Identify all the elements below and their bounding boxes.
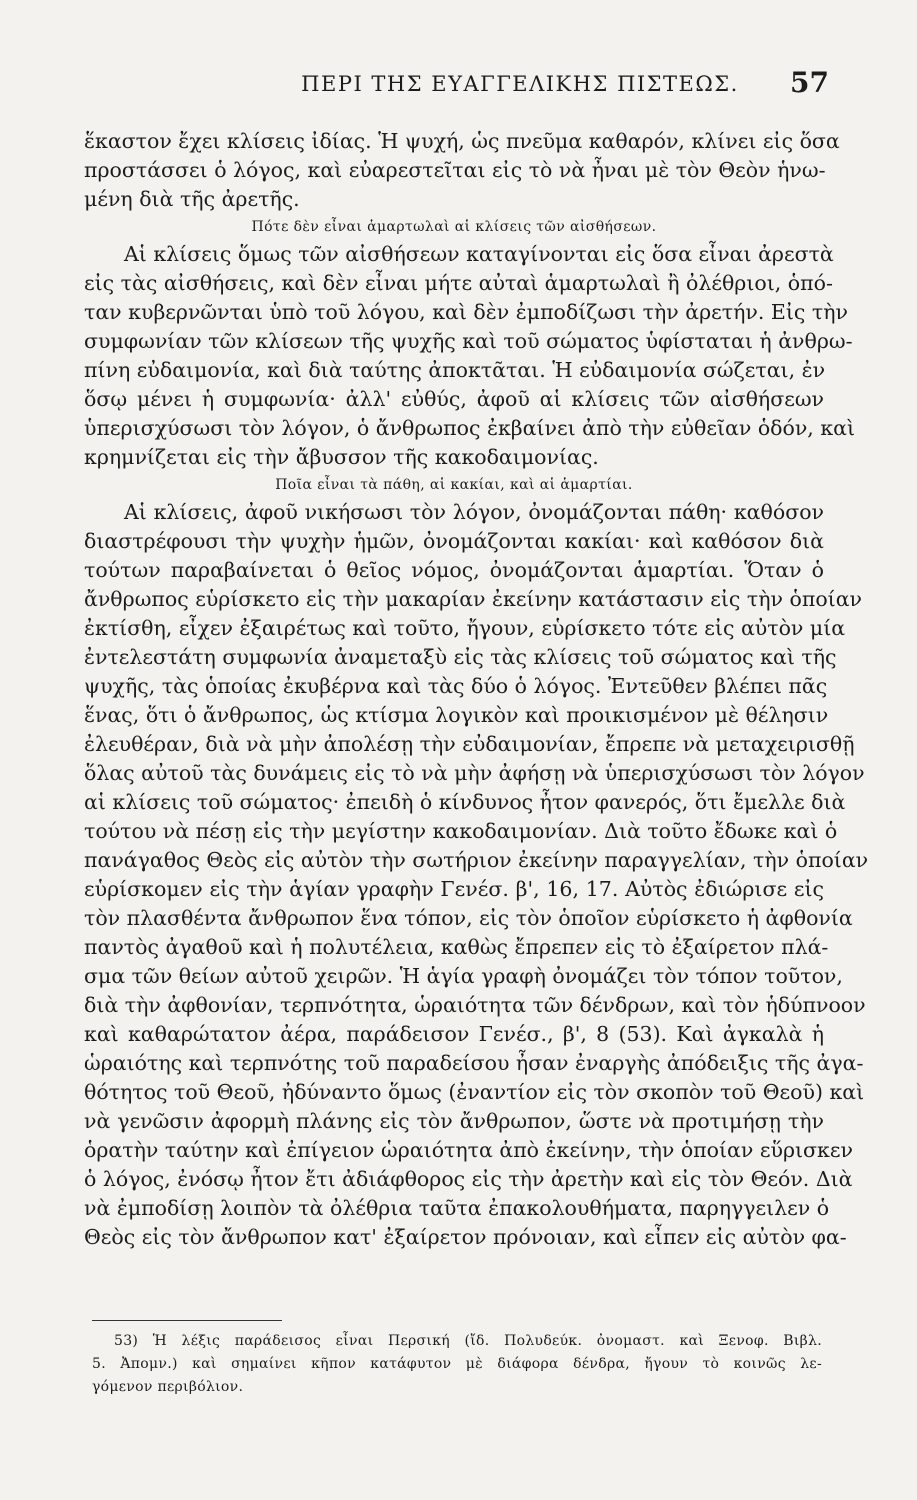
text-line: ὅσῳ μένει ἡ συμφωνία· ἀλλ' εὐθύς, ἀφοῦ αἱ κλίσεις τῶν αἰσθήσεων: [84, 387, 824, 411]
text-line: ἐντελεστάτη συμφωνία ἀναμεταξὺ εἰς τὰς κλίσεις τοῦ σώματος καὶ τῆς: [84, 645, 837, 669]
text-line: τὸν πλασθέντα ἄνθρωπον ἕνα τόπον, εἰς τὸν ὁποῖον εὑρίσκετο ἡ ἀφθονία: [84, 906, 853, 930]
text-line: ὡραιότης καὶ τερπνότης τοῦ παραδείσου ἦσαν ἐναργὴς ἀπόδειξις τῆς ἀγα-: [84, 1051, 864, 1075]
text-line: ὁ λόγος, ἐνόσῳ ἦτον ἔτι ἀδιάφθορος εἰς τὴν ἀρετὴν καὶ εἰς τὸν Θεόν. Διὰ: [84, 1167, 853, 1191]
body-text: [84, 127, 869, 1252]
text-line: νὰ ἐμποδίσῃ λοιπὸν τὰ ὀλέθρια ταῦτα ἐπακολουθήματα, παρηγγειλεν ὁ: [84, 1196, 830, 1220]
text-line: κρημνίζεται εἰς τὴν ἄβυσσον τῆς κακοδαιμονίας.: [84, 445, 599, 469]
text-line: ὑπερισχύσωσι τὸν λόγον, ὁ ἄνθρωπος ἐκβαίνει ἀπὸ τὴν εὐθεῖαν ὁδόν, καὶ: [84, 416, 856, 440]
footnote: [92, 1330, 822, 1399]
text-line: ψυχῆς, τὰς ὁποίας ἐκυβέρνα καὶ τὰς δύο ὁ λόγος. Ἐντεῦθεν βλέπει πᾶς: [84, 674, 828, 698]
text-line: Αἱ κλίσεις, ἀφοῦ νικήσωσι τὸν λόγον, ὀνομάζονται πάθη· καθόσον: [124, 500, 824, 524]
text-line: εὑρίσκομεν εἰς τὴν ἁγίαν γραφὴν Γενέσ. β', 16, 17. Αὐτὸς ἐδιώρισε εἰς: [84, 877, 824, 901]
text-line: ἕκαστον ἔχει κλίσεις ἰδίας. Ἡ ψυχή, ὡς πνεῦμα καθαρόν, κλίνει εἰς ὅσα: [84, 129, 840, 153]
text-line: τούτου νὰ πέσῃ εἰς τὴν μεγίστην κακοδαιμονίαν. Διὰ τοῦτο ἔδωκε καὶ ὁ: [84, 819, 838, 843]
section-subheading: Πότε δὲν εἶναι ἁμαρτωλαὶ αἱ κλίσεις τῶν αἰσθήσεων.: [251, 219, 657, 235]
text-line: ἐλευθέραν, διὰ νὰ μὴν ἀπολέσῃ τὴν εὐδαιμονίαν, ἔπρεπε νὰ μεταχειρισθῇ: [84, 732, 855, 756]
text-line: ἕνας, ὅτι ὁ ἄνθρωπος, ὡς κτίσμα λογικὸν καὶ προικισμένον μὲ θέλησιν: [84, 703, 829, 727]
text-line: Αἱ κλίσεις ὅμως τῶν αἰσθήσεων καταγίνονται εἰς ὅσα εἶναι ἀρεστὰ: [124, 242, 834, 266]
text-line: διαστρέφουσι τὴν ψυχὴν ἡμῶν, ὀνομάζονται κακίαι· καὶ καθόσον διὰ: [84, 529, 824, 553]
text-line: αἱ κλίσεις τοῦ σώματος· ἐπειδὴ ὁ κίνδυνος ἦτον φανερός, ὅτι ἔμελλε διὰ: [84, 790, 846, 814]
text-line: Θεὸς εἰς τὸν ἄνθρωπον κατ' ἐξαίρετον πρόνοιαν, καὶ εἶπεν εἰς αὐτὸν φα-: [84, 1225, 847, 1249]
text-line: ἄνθρωπος εὑρίσκετο εἰς τὴν μακαρίαν ἐκείνην κατάστασιν εἰς τὴν ὁποίαν: [84, 587, 862, 611]
text-line: ἐκτίσθη, εἶχεν ἐξαιρέτως καὶ τοῦτο, ἤγουν, εὑρίσκετο τότε εἰς αὐτὸν μία: [84, 616, 846, 640]
text-line: πανάγαθος Θεὸς εἰς αὐτὸν τὴν σωτήριον ἐκείνην παραγγελίαν, τὴν ὁποίαν: [84, 848, 869, 872]
text-line: παντὸς ἀγαθοῦ καὶ ἡ πολυτέλεια, καθὼς ἔπρεπεν εἰς τὸ ἐξαίρετον πλά-: [84, 935, 829, 959]
section-subheading: Ποῖα εἶναι τὰ πάθη, αἱ κακίαι, καὶ αἱ ἁμαρτίαι.: [275, 477, 633, 493]
text-line: πίνη εὐδαιμονία, καὶ διὰ ταύτης ἀποκτᾶται. Ἡ εὐδαιμονία σώζεται, ἐν: [84, 358, 826, 382]
text-line: τούτων παραβαίνεται ὁ θεῖος νόμος, ὀνομάζονται ἁμαρτίαι. Ὅταν ὁ: [84, 558, 824, 582]
text-line: μένη διὰ τῆς ἀρετῆς.: [84, 187, 300, 211]
text-line: θότητος τοῦ Θεοῦ, ἠδύναντο ὅμως (ἐναντίον εἰς τὸν σκοπὸν τοῦ Θεοῦ) καὶ: [84, 1080, 865, 1104]
running-header: ΠΕΡΙ ΤΗΣ ΕΥΑΓΓΕΛΙΚΗΣ ΠΙΣΤΕΩΣ.: [301, 72, 739, 96]
text-line: ὅλας αὐτοῦ τὰς δυνάμεις εἰς τὸ νὰ μὴν ἀφήσῃ νὰ ὑπερισχύσωσι τὸν λόγον: [84, 761, 865, 785]
text-line: διὰ τὴν ἀφθονίαν, τερπνότητα, ὡραιότητα τῶν δένδρων, καὶ τὸν ἡδύπνοον: [84, 993, 866, 1017]
footnote-line: 5. Ἀπομν.) καὶ σημαίνει κῆπον κατάφυτον μὲ διάφορα δένδρα, ἤγουν τὸ κοινῶς λε-: [92, 1356, 822, 1372]
text-line: ταν κυβερνῶνται ὑπὸ τοῦ λόγου, καὶ δὲν ἐμποδίζωσι τὴν ἀρετήν. Εἰς τὴν: [84, 300, 848, 324]
text-line: συμφωνίαν τῶν κλίσεων τῆς ψυχῆς καὶ τοῦ σώματος ὑφίσταται ἡ ἀνθρω-: [84, 329, 853, 353]
footnote-rule: [92, 1320, 282, 1321]
text-line: σμα τῶν θείων αὐτοῦ χειρῶν. Ἡ ἁγία γραφὴ ὀνομάζει τὸν τόπον τοῦτον,: [84, 964, 843, 988]
page-number: 57: [790, 66, 829, 99]
text-line: εἰς τὰς αἰσθήσεις, καὶ δὲν εἶναι μήτε αὐταὶ ἁμαρτωλαὶ ἢ ὀλέθριοι, ὁπό-: [84, 271, 833, 295]
footnote-line: 53) Ἡ λέξις παράδεισος εἶναι Περσική (ἴδ. Πολυδεύκ. ὀνομαστ. καὶ Ξενοφ. Βιβλ.: [114, 1333, 822, 1349]
text-line: προστάσσει ὁ λόγος, καὶ εὐαρεστεῖται εἰς τὸ νὰ ἦναι μὲ τὸν Θεὸν ἡνω-: [84, 158, 826, 182]
footnote-line: γόμενον περιβόλιον.: [92, 1379, 244, 1395]
text-line: νὰ γενῶσιν ἀφορμὴ πλάνης εἰς τὸν ἄνθρωπον, ὥστε νὰ προτιμήσῃ τὴν: [84, 1109, 824, 1133]
text-line: καὶ καθαρώτατον ἀέρα, παράδεισον Γενέσ., β', 8 (53). Καὶ ἀγκαλὰ ἡ: [84, 1022, 824, 1046]
text-line: ὁρατὴν ταύτην καὶ ἐπίγειον ὡραιότητα ἀπὸ ἐκείνην, τὴν ὁποίαν εὕρισκεν: [84, 1138, 853, 1162]
